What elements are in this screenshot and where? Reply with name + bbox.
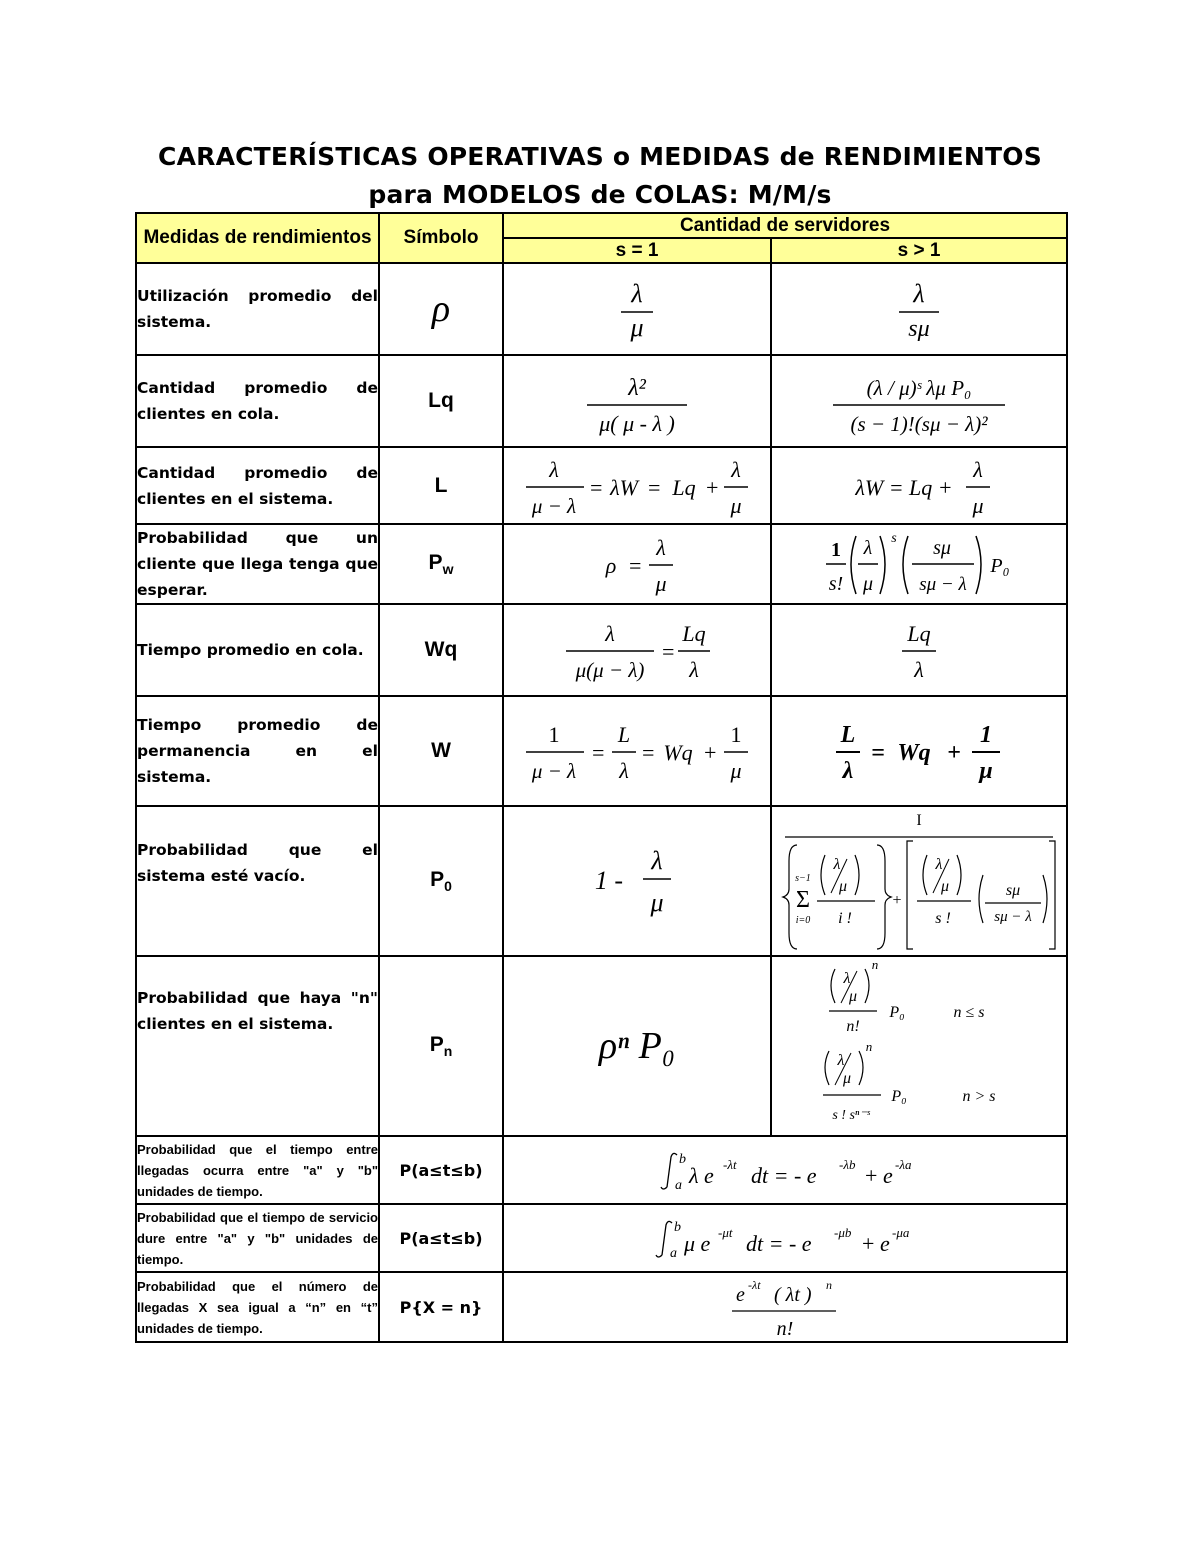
svg-text:λW: λW [610,474,638,500]
svg-text:+: + [862,1231,875,1256]
table-row [136,604,1067,696]
row-description: Cantidad promedio de clientes en el sistema. [136,447,379,524]
svg-text:a: a [675,1178,682,1193]
svg-text:λ e: λ e [689,1163,714,1188]
svg-text:μ: μ [972,492,984,518]
table-row [136,956,1067,1136]
row-description: Probabilidad que el sistema esté vacío. [136,806,379,956]
svg-text:λ: λ [651,846,663,875]
header-s-equals-1: s = 1 [503,238,771,263]
svg-text:λ: λ [914,657,924,682]
svg-text:+: + [892,892,902,909]
svg-text:1: 1 [548,722,560,747]
svg-text:Lq: Lq [672,474,696,500]
svg-text:s: s [891,531,897,546]
table-row [136,806,1067,956]
formula-s1 [503,447,771,524]
formula-poisson [730,1275,840,1339]
svg-text:λ: λ [837,1052,845,1069]
svg-text:λ: λ [913,279,925,308]
table-row [136,1272,1067,1342]
svg-text:+: + [947,740,961,766]
svg-text:L: L [617,722,631,747]
svg-text:λ: λ [605,621,615,646]
row-symbol: P{X = n} [379,1272,503,1342]
row-symbol: Wq [379,604,503,696]
svg-text:(λ / μ)ˢ λμ P₀: (λ / μ)ˢ λμ P₀ [866,376,972,400]
svg-text:λ: λ [833,856,841,873]
svg-text:-λa: -λa [895,1157,912,1172]
formula-s1 [503,263,771,355]
svg-text:1: 1 [980,722,992,748]
svg-text:λ: λ [731,456,741,482]
svg-text:λ: λ [863,537,873,559]
row-description: Probabilidad que el tiempo entre llegadas ocurra entre "a" y "b" unidades de tiempo. [136,1136,379,1204]
formula-sN [771,447,1067,524]
formula-system-time-s1 [522,716,752,786]
formula-utilization-sN [884,274,954,344]
formula-s1: ρⁿ P₀ [503,956,771,1136]
svg-text:n: n [865,1039,873,1054]
svg-text:L: L [840,722,856,748]
table-row [136,696,1067,806]
svg-text:λ: λ [935,856,943,873]
formula-sN [771,524,1067,604]
formula-wait-probability-s1 [597,529,677,599]
svg-text:n!: n! [776,1318,794,1340]
formula-empty-probability-sN [781,811,1057,951]
svg-text:(s − 1)!(sμ − λ)²: (s − 1)!(sμ − λ)² [850,412,988,436]
svg-text:-λt: -λt [723,1157,737,1172]
row-symbol: $P_0$ [379,806,503,956]
svg-text:( λt ): ( λt ) [774,1284,812,1306]
formula-sN [771,355,1067,447]
row-description: Probabilidad que haya "n" clientes en el sistema. [136,956,379,1136]
svg-text:n > s: n > s [962,1088,996,1105]
svg-text:=: = [646,474,662,500]
table-row [136,1136,1067,1204]
svg-text:P₀: P₀ [990,555,1010,577]
svg-text:=: = [871,740,885,766]
formula-sN [771,956,1067,1136]
formula-service-integral [650,1213,920,1263]
formula-s1 [503,355,771,447]
svg-text:i=0: i=0 [795,915,811,926]
svg-text:μ: μ [730,492,742,518]
formula-sN [771,604,1067,696]
svg-text:-λt: -λt [748,1278,761,1292]
table-row [136,524,1067,604]
row-symbol: $P_w$ [379,524,503,604]
svg-text:μ: μ [979,758,993,784]
svg-text:μ: μ [730,758,742,783]
svg-text:n!: n! [846,1018,860,1035]
row-description: Cantidad promedio de clientes en cola. [136,355,379,447]
row-symbol: P(a≤t≤b) [379,1204,503,1272]
svg-text:=: = [590,740,606,765]
formula-wait-probability-sN [824,528,1014,600]
svg-text:1: 1 [831,539,841,561]
svg-text:Σ: Σ [796,887,810,913]
svg-text:a: a [670,1246,677,1261]
svg-text:e: e [736,1284,745,1306]
svg-text:μ: μ [655,571,667,596]
svg-text:I: I [916,812,922,829]
header-measures: Medidas de rendimientos [136,213,379,263]
svg-text:+: + [865,1163,878,1188]
svg-text:λ²: λ² [628,375,646,401]
formula-sN [771,696,1067,806]
svg-text:λ: λ [689,657,699,682]
formula-empty-probability-s1 [594,841,677,921]
row-description: Tiempo promedio en cola. [136,604,379,696]
row-description: Probabilidad que el tiempo de servicio dure entre "a" y "b" unidades de tiempo. [136,1204,379,1272]
header-s-greater-1: s > 1 [771,238,1067,263]
formula-both [503,1136,1067,1204]
row-description: Utilización promedio del sistema. [136,263,379,355]
svg-text:Lq: Lq [682,621,706,646]
row-description: Tiempo promedio de permanencia en el sistema. [136,696,379,806]
svg-text:sμ: sμ [1005,882,1021,899]
row-description: Probabilidad que el número de llegadas X sea igual a “n” en “t” unidades de tiempo. [136,1272,379,1342]
svg-text:n: n [826,1278,832,1292]
row-symbol: Lq [379,355,503,447]
svg-text:P₀: P₀ [891,1088,907,1105]
table-row [136,447,1067,524]
svg-text:n: n [871,957,879,972]
svg-text:ρ: ρ [605,553,617,578]
formula-s1 [503,806,771,956]
svg-text:-μt: -μt [718,1225,733,1240]
formula-system-time-sN [834,716,1004,786]
svg-text:sμ: sμ [908,316,930,342]
svg-text:μ: μ [862,573,874,595]
svg-text:s!: s! [828,573,844,595]
svg-text:n ≤ s: n ≤ s [953,1004,985,1021]
svg-text:=: = [660,639,676,664]
formula-utilization-s1 [607,274,667,344]
svg-text:λ: λ [973,456,983,482]
svg-text:=: = [640,740,656,765]
row-symbol: L [379,447,503,524]
svg-text:P₀: P₀ [889,1004,905,1021]
svg-text:-μb: -μb [834,1225,852,1240]
svg-text:i !: i ! [838,910,852,927]
svg-text:μ: μ [842,1070,852,1087]
header-servers: Cantidad de servidores [503,213,1067,238]
formula-interarrival-integral [655,1145,915,1195]
formula-sN [771,806,1067,956]
formula-system-length-sN [844,451,994,521]
svg-text:-λb: -λb [839,1157,856,1172]
svg-text:1: 1 [730,722,742,747]
svg-text:Wq: Wq [897,740,931,766]
svg-text:λ: λ [842,758,854,784]
svg-text:e: e [880,1231,890,1256]
svg-text:=: = [588,474,604,500]
svg-text:dt = - e: dt = - e [751,1163,817,1188]
performance-measures-table [135,212,1068,1343]
svg-text:μ e: μ e [684,1231,711,1256]
formula-sN [771,263,1067,355]
formula-queue-length-sN [829,365,1009,437]
svg-text:Wq: Wq [663,740,693,765]
svg-text:+: + [702,740,718,765]
svg-text:μ: μ [650,888,664,917]
svg-text:sμ: sμ [933,537,951,559]
row-symbol: $P_n$ [379,956,503,1136]
svg-text:-μa: -μa [892,1225,910,1240]
formula-both [503,1272,1067,1342]
svg-text:1 -: 1 - [594,866,624,895]
svg-text:s−1: s−1 [795,873,811,884]
svg-text:+: + [704,474,720,500]
svg-text:λ: λ [619,758,629,783]
header-symbol: Símbolo [379,213,503,263]
formula-system-length-s1 [522,451,752,521]
svg-text:λW = Lq +: λW = Lq + [855,474,953,500]
svg-text:=: = [627,553,643,578]
svg-text:s ! sⁿ⁻ˢ: s ! sⁿ⁻ˢ [832,1108,870,1123]
row-symbol: P(a≤t≤b) [379,1136,503,1204]
page-title: CARACTERÍSTICAS OPERATIVAS o MEDIDAS de RENDIMIENTOS [158,142,1042,171]
formula-queue-time-sN [894,615,944,685]
svg-text:b: b [674,1220,681,1235]
svg-text:e: e [883,1163,893,1188]
svg-text:μ: μ [940,878,950,895]
svg-text:μ: μ [848,988,858,1005]
formula-queue-time-s1 [562,615,712,685]
svg-text:μ − λ: μ − λ [531,493,577,518]
table-row [136,355,1067,447]
row-symbol: ρ [379,263,503,355]
svg-text:λ: λ [549,456,559,482]
row-symbol: W [379,696,503,806]
svg-text:μ: μ [630,313,644,342]
svg-text:μ(μ − λ): μ(μ − λ) [575,658,645,682]
svg-text:μ − λ: μ − λ [531,759,577,783]
svg-text:λ: λ [631,279,643,308]
svg-text:μ: μ [838,878,848,895]
table-row [136,1204,1067,1272]
formula-s1 [503,604,771,696]
row-description: Probabilidad que un cliente que llega tenga que esperar. [136,524,379,604]
svg-text:μ( μ - λ ): μ( μ - λ ) [599,411,675,436]
svg-text:sμ − λ: sμ − λ [919,574,967,595]
formula-s1 [503,696,771,806]
table-row [136,263,1067,355]
formula-s1 [503,524,771,604]
svg-text:dt = - e: dt = - e [746,1231,812,1256]
formula-n-customers-sN [819,957,1019,1131]
svg-text:λ: λ [656,535,666,560]
svg-text:λ: λ [843,970,851,987]
svg-text:sμ − λ: sμ − λ [994,909,1032,925]
formula-queue-length-s1 [577,365,697,437]
svg-text:s !: s ! [935,910,951,927]
page-subtitle: para MODELOS de COLAS: M/M/s [368,180,832,209]
formula-both [503,1204,1067,1272]
svg-text:b: b [679,1152,686,1167]
svg-text:Lq: Lq [907,621,931,646]
